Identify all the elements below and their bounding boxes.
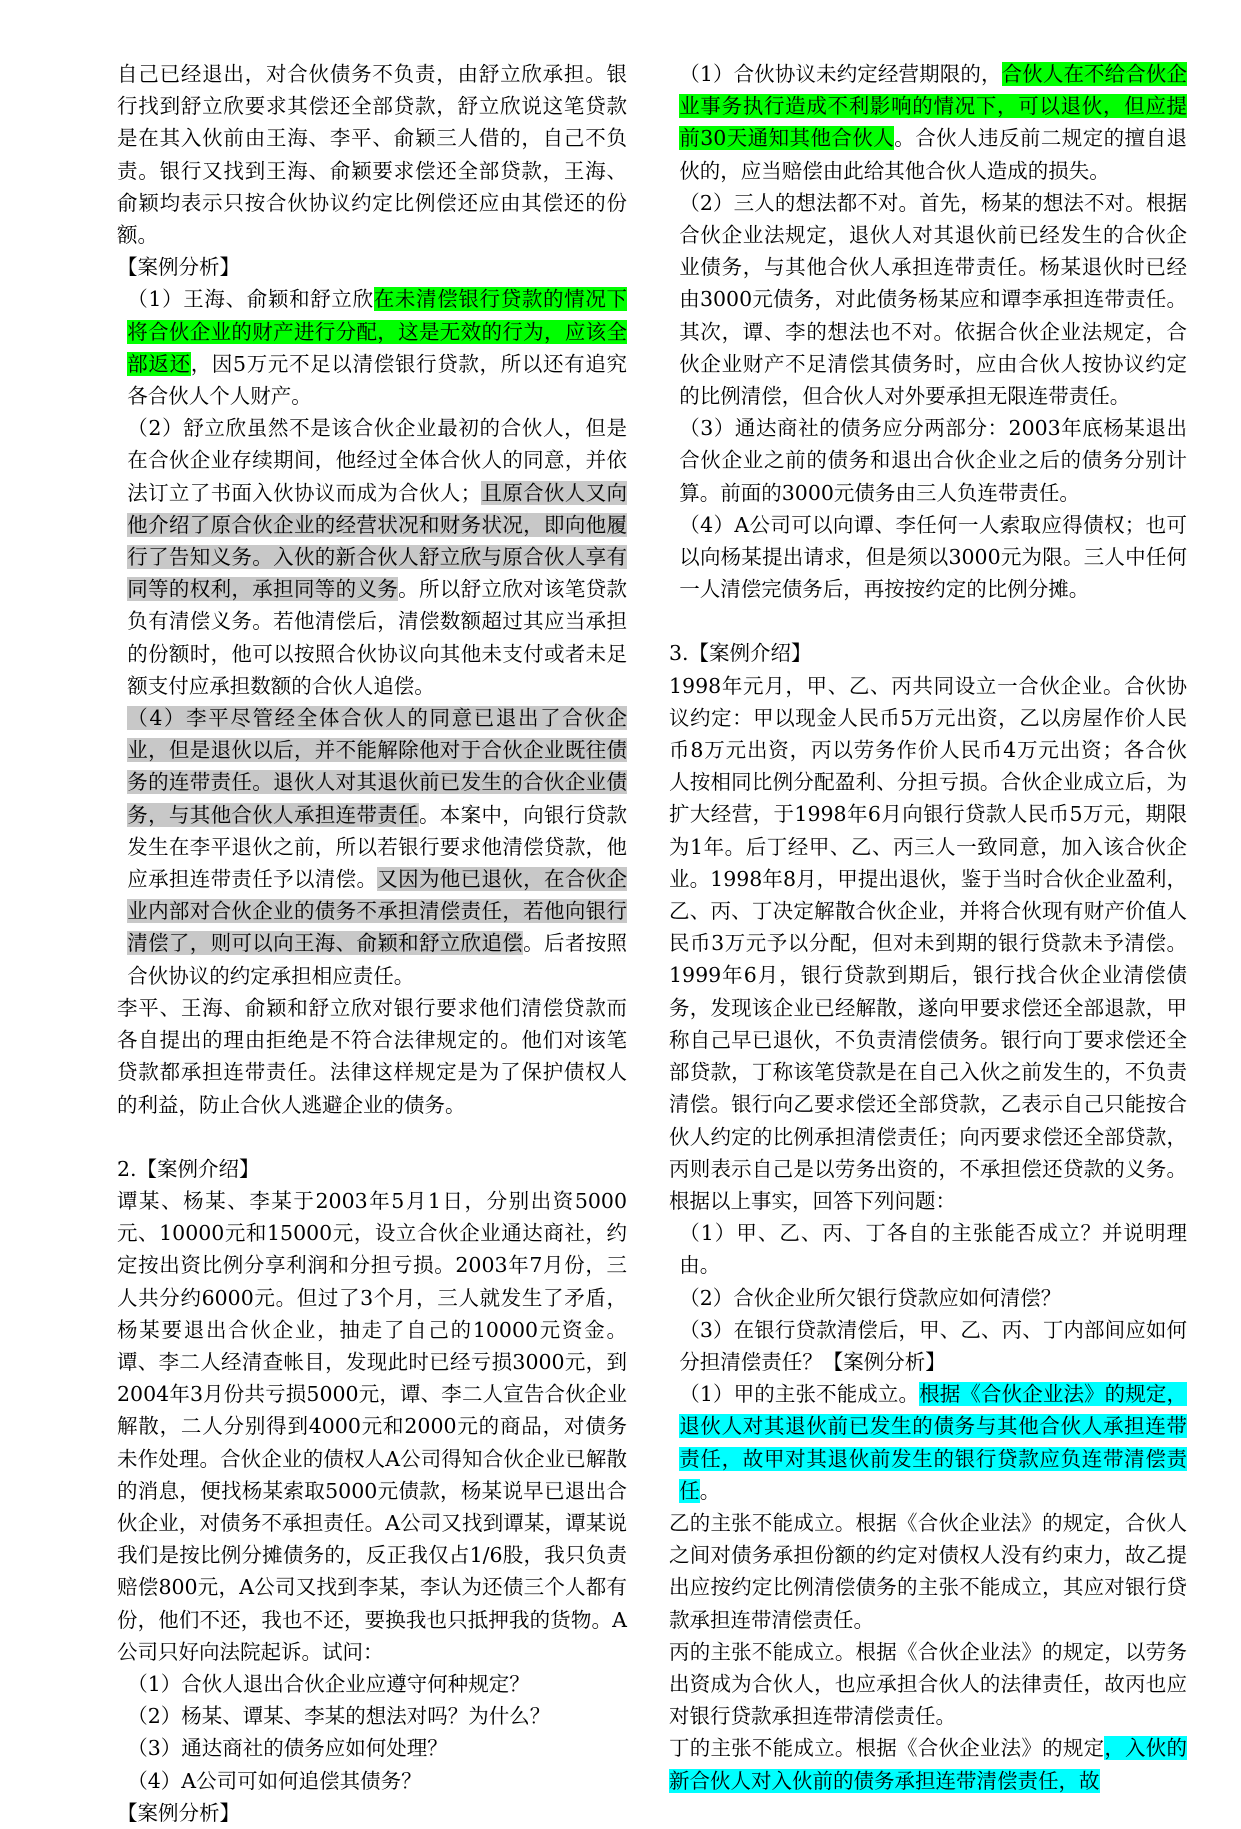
question-3 [117, 1732, 627, 1764]
text-run: （2）三人的想法都不对。首先，杨某的想法不对。根据合伙企业法规定，退伙人对其退伙前已经发生的合伙企业债务，与其他合伙人承担连带责任。杨某退伙时已经由3000元债务，对此债务杨某应和谭李承担连带责任。其次，谭、李的想法也不对。依据合伙企业法规定，合伙企业财产不足清偿其债务时，应由合伙人按协议约定的比例清偿，但合伙人对外要承担无限连带责任。 [679, 190, 1187, 409]
question-case3-1 [669, 1217, 1187, 1281]
text-run: 2.【案例介绍】 [117, 1156, 260, 1181]
text-run: （1）甲的主张不能成立。 [679, 1382, 920, 1407]
question-2 [117, 1700, 627, 1732]
paragraph-case-intro-continued [117, 58, 627, 251]
highlighted-text: ，入伙的新合伙人对入伙前的债务承担连带清偿责任，故 [669, 1736, 1187, 1793]
answer-ding [669, 1732, 1187, 1796]
question-case3-2 [669, 1282, 1187, 1314]
text-run: 。 [699, 1478, 721, 1503]
text-run: 李平、王海、俞颖和舒立欣对银行要求他们清偿贷款而各自提出的理由拒绝是不符合法律规定的。他们对该笔贷款都承担连带责任。法律这样规定是为了保护债权人的利益，防止合伙人逃避企业的债务。 [117, 995, 627, 1117]
text-run: 。后者按照合伙协议的约定承担相应责任。 [127, 931, 628, 988]
text-run: 。合伙人违反前二规定的擅自退伙的，应当赔偿由此给其他合伙人造成的损失。 [679, 126, 1188, 183]
heading-case-2-analysis [117, 1797, 627, 1829]
answer-yi [669, 1507, 1187, 1636]
highlighted-text: 在未清偿银行贷款的情况下将合伙企业的财产进行分配，这是无效的行为，应该全部返还 [127, 287, 628, 376]
highlighted-text: （4）李平尽管经全体合伙人的同意已退出了合伙企业，但是退伙以后，并不能解除他对于合伙企业既往债务的连带责任。退伙人对其退伙前已发生的合伙企业债务，与其他合伙人承担连带责任 [127, 706, 627, 827]
answer-3 [669, 412, 1187, 509]
text-run: 1998年元月，甲、乙、丙共同设立一合伙企业。合伙协议约定：甲以现金人民币5万元出资，乙以房屋作价人民币8万元出资，丙以劳务作价人民币4万元出资；各合伙人按相同比例分配盈利、分担亏损。合伙企业成立后，为扩大经营，于1998年6月向银行贷款人民币5万元，期限为1年。后丁经甲、乙、丙三人一致同意，加入该合伙企业。1998年8月，甲提出退伙，鉴于当时合伙企业盈利，乙、丙、丁决定解散合伙企业，并将合伙现有财产价值人民币3万元予以分配，但对未到期的银行贷款未予清偿。1999年6月，银行贷款到期后，银行找合伙企业清偿债务，发现该企业已经解散，遂向甲要求偿还全部退款，甲称自己早已退伙，不负责清偿债务。银行向丁要求偿还全部贷款，丁称该笔贷款是在自己入伙之前发生的，不负责清偿。银行向乙要求偿还全部贷款，乙表示自己只能按合伙人约定的比例承担清偿责任；向丙要求偿还全部贷款，丙则表示自己是以劳务出资的，不承担偿还贷款的义务。根据以上事实，回答下列问题： [669, 673, 1187, 1213]
text-run: （2）舒立欣虽然不是该合伙企业最初的合伙人，但是在合伙企业存续期间，他经过全体合伙人的同意，并依法订立了书面入伙协议而成为合伙人； [127, 416, 627, 505]
text-run: （3）通达商社的债务应分两部分：2003年底杨某退出合伙企业之前的债务和退出合伙企业之后的债务分别计算。前面的3000元债务由三人负连带责任。 [679, 416, 1187, 505]
question-case3-3 [669, 1314, 1187, 1378]
text-run: 【案例分析】 [117, 1800, 240, 1825]
text-run: （1）合伙人退出合伙企业应遵守何种规定？ [127, 1671, 530, 1696]
heading-case-analysis [117, 251, 627, 283]
spacer [117, 1121, 627, 1153]
answer-2 [669, 187, 1187, 412]
heading-case-2-intro [117, 1153, 627, 1185]
text-run: （4）A公司可如何追偿其债务？ [127, 1768, 422, 1793]
paragraph-analysis-2 [117, 412, 627, 702]
text-run: ，因5万元不足以清偿银行贷款，所以还有追究各合伙人个人财产。 [127, 351, 627, 409]
paragraph-case-2-facts [117, 1185, 627, 1668]
text-run: 乙的主张不能成立。根据《合伙企业法》的规定，合伙人之间对债务承担份额的约定对债权人没有约束力，故乙提出应按约定比例清偿债务的主张不能成立，其应对银行贷款承担连带清偿责任。 [669, 1510, 1187, 1632]
text-run: 自己已经退出，对合伙债务不负责，由舒立欣承担。银行找到舒立欣要求其偿还全部贷款，舒立欣说这笔贷款是在其入伙前由王海、李平、俞颖三人借的，自己不负责。银行又找到王海、俞颖要求偿还全部贷款，王海、俞颖均表示只按合伙协议约定比例偿还应由其偿还的份额。 [117, 62, 627, 248]
paragraph-conclusion [117, 992, 627, 1121]
text-run: （1）王海、俞颖和舒立欣 [127, 287, 374, 312]
right-column [669, 58, 1187, 1797]
text-run: 3.【案例介绍】 [669, 641, 812, 666]
paragraph-case-3-facts [669, 670, 1187, 1217]
text-run: 【案例分析】 [117, 255, 240, 280]
heading-case-3-intro [669, 637, 1187, 669]
answer-4 [669, 509, 1187, 606]
text-run: 。本案中，向银行贷款发生在李平退伙之前，所以若银行要求他清偿贷款，他应承担连带责任予以清偿。 [127, 802, 628, 892]
answer-jia [669, 1378, 1187, 1507]
answer-bing [669, 1636, 1187, 1733]
question-4 [117, 1765, 627, 1797]
text-run: 。所以舒立欣对该笔贷款负有清偿义务。若他清偿后，清偿数额超过其应当承担的份额时，他可以按照合伙协议向其他未支付或者未足额支付应承担数额的合伙人追偿。 [127, 577, 628, 698]
text-run: 丙的主张不能成立。根据《合伙企业法》的规定，以劳务出资成为合伙人，也应承担合伙人的法律责任，故丙也应对银行贷款承担连带清偿责任。 [669, 1639, 1187, 1729]
text-run: （2）杨某、谭某、李某的想法对吗？为什么？ [127, 1704, 551, 1729]
text-run: （3）在银行贷款清偿后，甲、乙、丙、丁内部间应如何分担清偿责任？【案例分析】 [679, 1317, 1187, 1374]
spacer [669, 605, 1187, 637]
text-run: （4）A公司可以向谭、李任何一人索取应得债权；也可以向杨某提出请求，但是须以3000元为限。三人中任何一人清偿完债务后，再按按约定的比例分摊。 [679, 512, 1187, 602]
answer-1 [669, 58, 1187, 187]
highlighted-text: 合伙人在不给合伙企业事务执行造成不利影响的情况下，可以退伙，但应提前30天通知其他合伙人 [679, 62, 1188, 151]
text-run: （2）合伙企业所欠银行贷款应如何清偿？ [679, 1285, 1062, 1310]
highlighted-text: 又因为他已退伙，在合伙企业内部对合伙企业的债务不承担清偿责任，若他向银行清偿了，则可以向王海、俞颖和舒立欣追偿 [127, 867, 628, 956]
text-run: （1）合伙协议未约定经营期限的， [679, 62, 1002, 86]
question-1 [117, 1668, 627, 1700]
highlighted-text: 且原合伙人又向他介绍了原合伙企业的经营状况和财务状况，即向他履行了告知义务。入伙的新合伙人舒立欣与原合伙人享有同等的权利，承担同等的义务 [127, 480, 627, 602]
highlighted-text: 根据《合伙企业法》的规定，退伙人对其退伙前已发生的债务与其他合伙人承担连带责任，故甲对其退伙前发生的银行贷款应负连带清偿责任 [679, 1382, 1188, 1503]
text-run: （1）甲、乙、丙、丁各自的主张能否成立？并说明理由。 [679, 1221, 1187, 1278]
text-run: 丁的主张不能成立。根据《合伙企业法》的规定 [669, 1736, 1105, 1761]
paragraph-analysis-4 [117, 702, 627, 992]
left-column [117, 58, 627, 1829]
text-run: 谭某、杨某、李某于2003年5月1日，分别出资5000元、10000元和15000元，设立合伙企业通达商社，约定按出资比例分享利润和分担亏损。2003年7月份，三人共分约6000元。但过了3个月，三人就发生了矛盾，杨某要退出合伙企业，抽走了自己的10000元资金。谭、李二人经清查帐目，发现此时已经亏损3000元，到2004年3月份共亏损5000元，谭、李二人宣告合伙企业解散，二人分别得到4000元和2000元的商品，对债务未作处理。合伙企业的债权人A公司得知合伙企业已解散的消息，便找杨某索取5000元债款，杨某说早已退出合伙企业，对债务不承担责任。A公司又找到谭某，谭某说我们是按比例分摊债务的，反正我仅占1/6股，我只负责赔偿800元，A公司又找到李某，李认为还债三个人都有份，他们不还，我也不还，要换我也只抵押我的货物。A公司只好向法院起诉。试问： [117, 1188, 627, 1664]
paragraph-analysis-1 [117, 283, 627, 412]
text-run: （3）通达商社的债务应如何处理？ [127, 1736, 448, 1761]
